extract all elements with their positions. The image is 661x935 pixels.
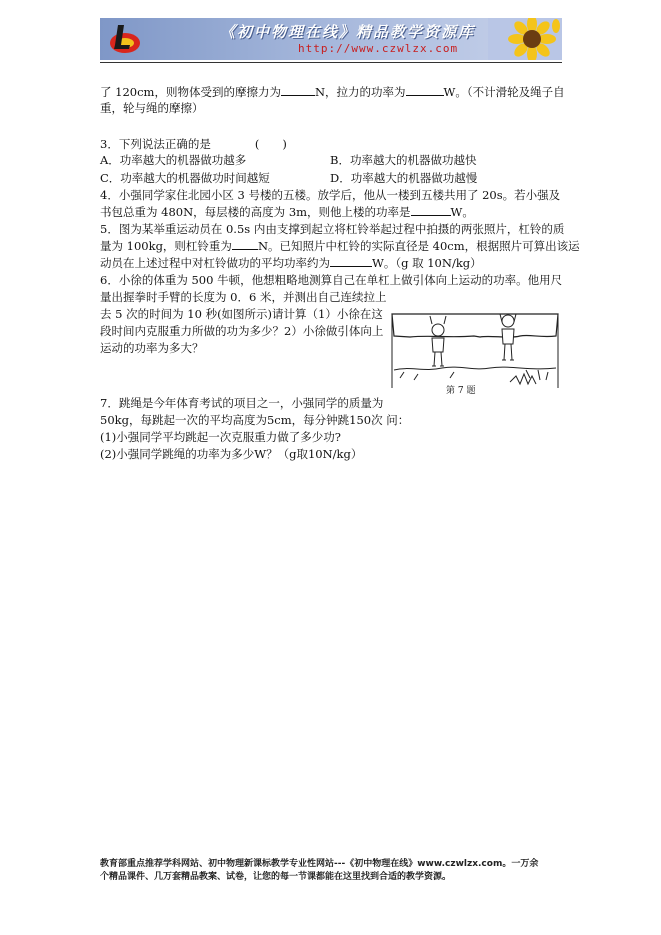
question-3-stem: 3．下列说法正确的是 ( ) xyxy=(100,137,287,151)
question-5-line-2: 量为 100kg，则杠铃重为 N。已知照片中杠铃的实际直径是 40cm，根据照片可算出该运 xyxy=(100,239,580,253)
prev-question-line-2: 重，轮与绳的摩擦） xyxy=(100,101,204,115)
question-7-line-4: (2)小强同学跳绳的功率为多少W？（g取10N/kg） xyxy=(100,447,363,461)
question-3-option-c: C．功率越大的机器做功时间越短 xyxy=(100,171,270,185)
question-6-line-5: 运动的功率为多大？ xyxy=(100,341,204,355)
question-7-line-2: 50kg，每跳起一次的平均高度为5cm，每分钟跳150次 问： xyxy=(100,413,410,427)
sunflower-icon xyxy=(488,18,562,60)
question-3-option-b: B．功率越大的机器做功越快 xyxy=(330,153,477,167)
site-logo-icon xyxy=(108,21,142,57)
question-6-line-1: 6．小徐的体重为 500 牛顿，他想粗略地测算自己在单杠上做引体向上运动的功率。他用尺 xyxy=(100,273,563,287)
prev-question-line-1: 了 120cm，则物体受到的摩擦力为 N，拉力的功率为 W。（不计滑轮及绳子自 xyxy=(100,85,565,99)
question-4-line-1: 4．小强同学家住北园小区 3 号楼的五楼。放学后，他从一楼到五楼共用了 20s。若小强及 xyxy=(100,188,561,202)
header-divider xyxy=(100,62,562,63)
question-6-line-3: 去 5 次的时间为 10 秒(如图所示)请计算（1）小徐在这 xyxy=(100,307,383,321)
question-6-line-4: 段时间内克服重力所做的功为多少？2）小徐做引体向上 xyxy=(100,324,384,338)
footer-line-1: 教育部重点推荐学科网站、初中物理新课标教学专业性网站---《初中物理在线》www.czwlzx.com。一万余 xyxy=(100,859,539,869)
banner-url: http://www.czwlzx.com xyxy=(298,42,459,55)
question-3-option-a: A．功率越大的机器做功越多 xyxy=(100,153,247,167)
question-5-line-1: 5．图为某举重运动员在 0.5s 内由支撑到起立将杠铃举起过程中拍摄的两张照片，杠铃的质 xyxy=(100,222,565,236)
page-footer xyxy=(100,858,570,884)
question-6-line-2: 量出握拳时手臂的长度为 0．6 米，并测出自己连续拉上 xyxy=(100,290,387,304)
question-7-line-3: (1)小强同学平均跳起一次克服重力做了多少功? xyxy=(100,430,341,444)
banner-title: 《初中物理在线》精品教学资源库 xyxy=(220,23,476,41)
question-4-line-2: 书包总重为 480N，每层楼的高度为 3m，则他上楼的功率是 W。 xyxy=(100,205,474,219)
question-3-option-d: D．功率越大的机器做功越慢 xyxy=(330,171,478,185)
header-banner xyxy=(100,18,562,60)
footer-line-2: 个精品课件、几万套精品教案、试卷，让您的每一节课都能在这里找到合适的教学资源。 xyxy=(100,872,452,882)
question-5-line-3: 动员在上述过程中对杠铃做功的平均功率约为 W。（g 取 10N/kg） xyxy=(100,256,482,270)
question-7-line-1: 7．跳绳是今年体育考试的项目之一，小强同学的质量为 xyxy=(100,396,384,410)
figure-caption: 第 7 题 xyxy=(446,386,476,396)
